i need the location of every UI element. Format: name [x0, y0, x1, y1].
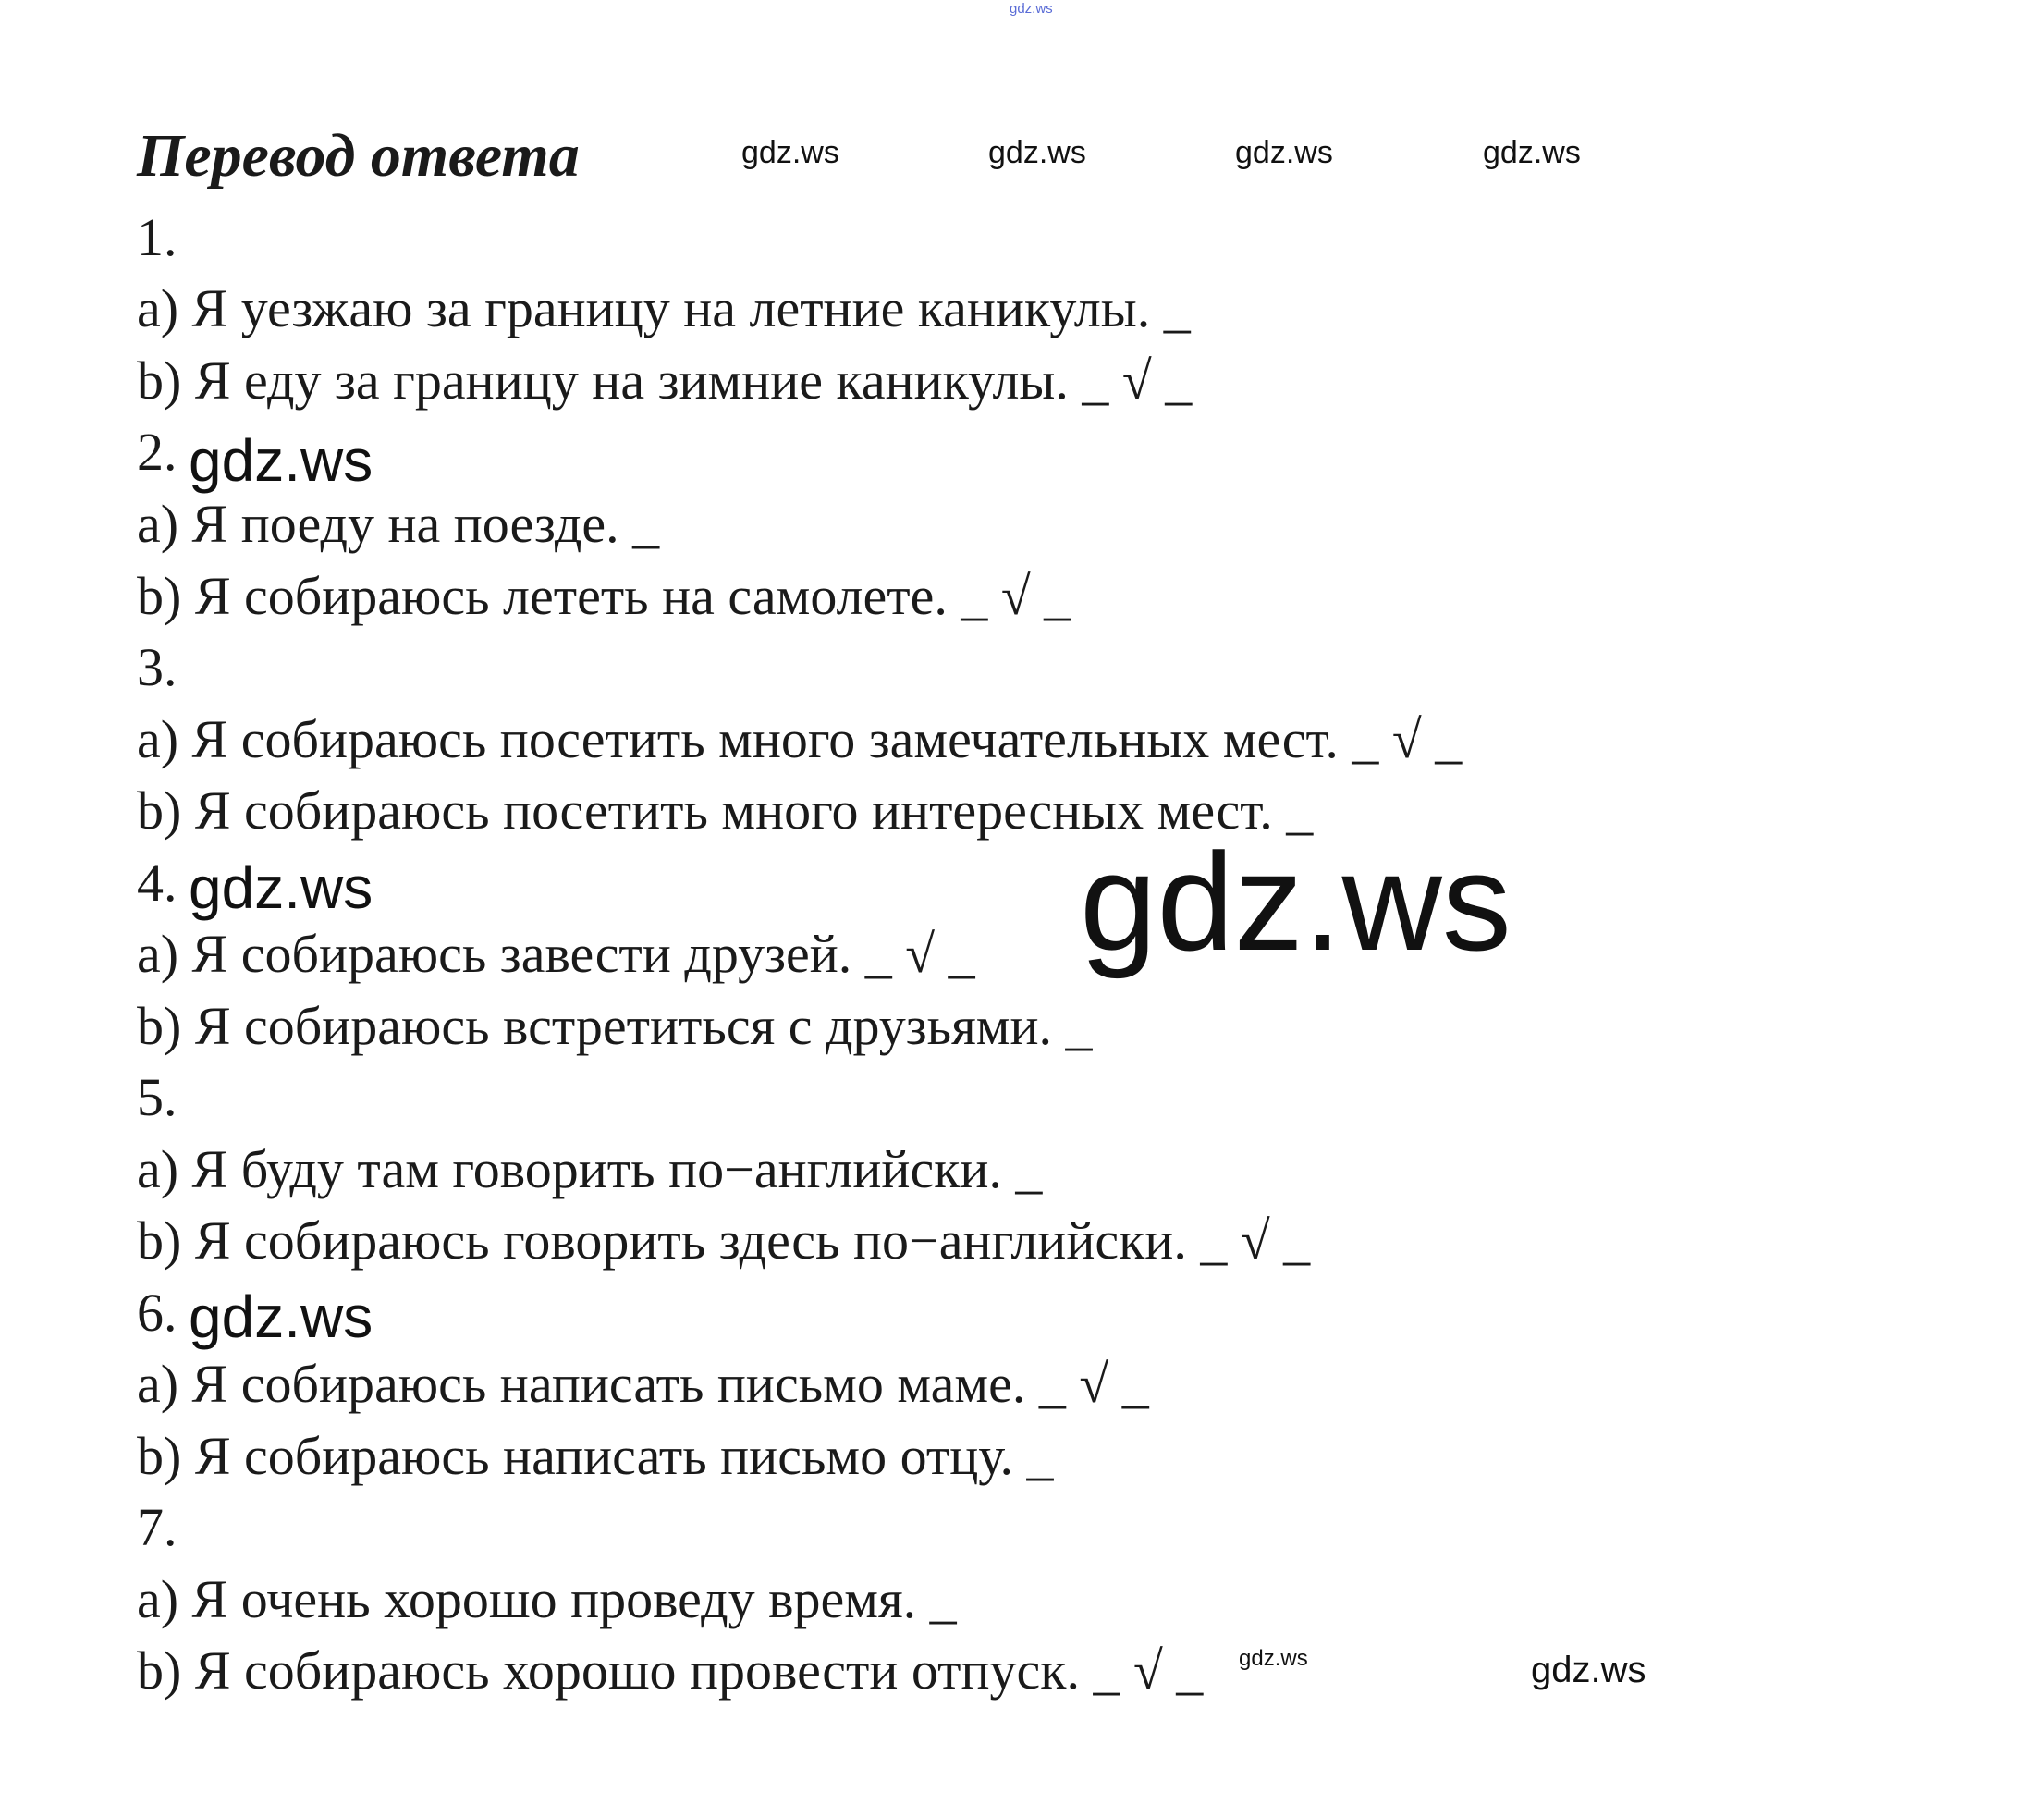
item-2-number: 2.	[137, 422, 177, 482]
page-title: Перевод ответа	[137, 122, 580, 190]
item-4-number: 4.	[137, 853, 177, 913]
item-3-number: 3.	[137, 637, 177, 697]
item-4-option-a: a) Я собираюсь завести друзей. _ √ _	[137, 924, 975, 984]
item-1-option-b: b) Я еду за границу на зимние каникулы. _ √ _	[137, 350, 1193, 411]
item-3-option-a: a) Я собираюсь посетить много замечательных мест. _ √ _	[137, 709, 1463, 769]
item-7-option-a: a) Я очень хорошо проведу время. _	[137, 1569, 957, 1629]
watermark-item-2: gdz.ws	[189, 427, 373, 494]
watermark-header-3: gdz.ws	[1235, 135, 1333, 170]
watermark-large-center: gdz.ws	[1080, 824, 1512, 979]
item-1-option-a: a) Я уезжаю за границу на летние каникулы. _	[137, 278, 1191, 338]
watermark-header-2: gdz.ws	[988, 135, 1086, 170]
item-6-option-b: b) Я собираюсь написать письмо отцу. _	[137, 1426, 1054, 1486]
watermark-top-tiny: gdz.ws	[1010, 1, 1053, 17]
watermark-item-6: gdz.ws	[189, 1283, 373, 1350]
watermark-header-4: gdz.ws	[1483, 135, 1581, 170]
item-6-number: 6.	[137, 1283, 177, 1343]
watermark-item-4: gdz.ws	[189, 854, 373, 921]
item-7-option-b: b) Я собираюсь хорошо провести отпуск. _ √ _	[137, 1640, 1204, 1701]
item-2-option-a: a) Я поеду на поезде. _	[137, 494, 660, 554]
item-3-option-b: b) Я собираюсь посетить много интересных мест. _	[137, 780, 1314, 841]
watermark-bottom-right: gdz.ws	[1531, 1650, 1646, 1690]
item-5-option-a: a) Я буду там говорить по−английски. _	[137, 1139, 1043, 1199]
item-5-number: 5.	[137, 1067, 177, 1127]
item-7-number: 7.	[137, 1497, 177, 1557]
item-1-number: 1.	[137, 207, 177, 267]
watermark-bottom-small: gdz.ws	[1239, 1646, 1308, 1671]
watermark-header-1: gdz.ws	[741, 135, 839, 170]
item-5-option-b: b) Я собираюсь говорить здесь по−английски. _ √ _	[137, 1210, 1311, 1271]
item-4-option-b: b) Я собираюсь встретиться с друзьями. _	[137, 996, 1093, 1056]
item-6-option-a: a) Я собираюсь написать письмо маме. _ √ _	[137, 1354, 1149, 1414]
item-2-option-b: b) Я собираюсь лететь на самолете. _ √ _	[137, 566, 1071, 626]
